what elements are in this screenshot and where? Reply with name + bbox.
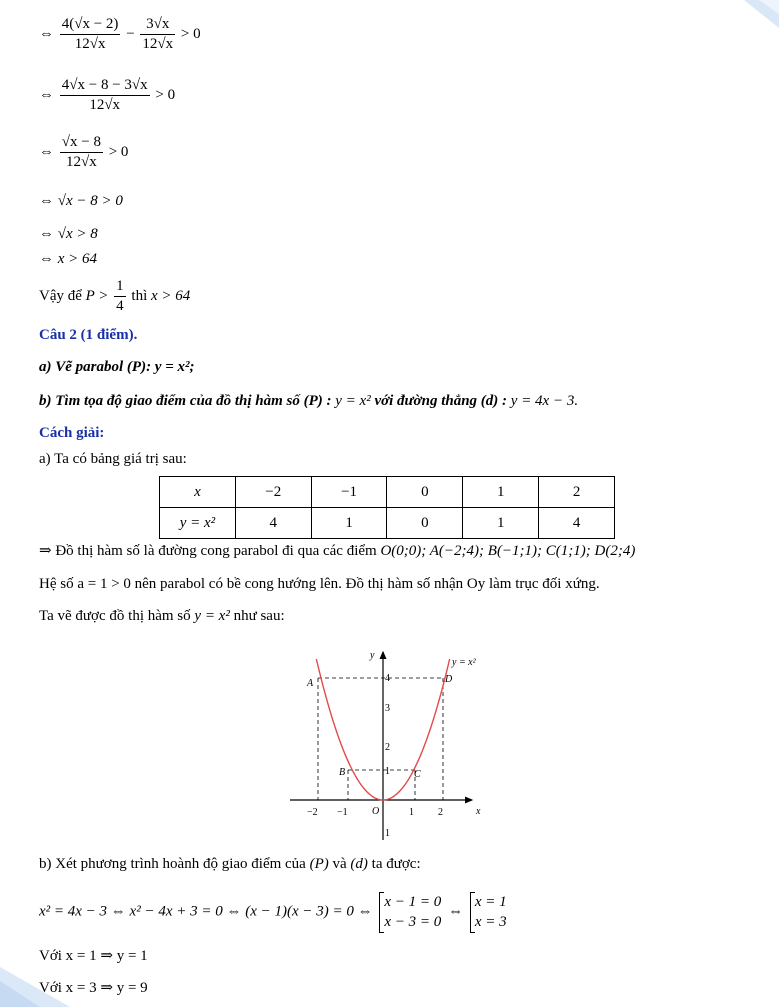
value-table <box>159 476 615 539</box>
table-cell: −1 <box>311 477 387 508</box>
table-cell: 1 <box>311 508 387 539</box>
x-tick-2: 2 <box>438 807 443 818</box>
step-2: ⇔ $\frac{4√x - 8 - 3√x}{12√x}$ > 0 <box>39 77 176 114</box>
system-bracket-2: x = 1 x = 3 <box>470 892 507 933</box>
step-5: ⇔ √x > 8 <box>39 226 98 242</box>
table-cell: 1 <box>463 508 539 539</box>
y-tick-4: 4 <box>385 673 390 684</box>
point-c-label: C <box>414 769 421 780</box>
points-line: ⇒ Đồ thị hàm số là đường cong parabol đi qua các điểm O(0;0); A(−2;4); B(−1;1); C(1;1); D(2;4) <box>39 543 636 559</box>
equation-line: x² = 4x − 3 ⇔ x² − 4x + 3 = 0 ⇔ (x − 1)(x − 3) = 0 ⇔ x − 1 = 0 x − 3 = 0 ⇔ x = 1 x = 3 <box>39 892 510 933</box>
question-part-b: b) Tìm tọa độ giao điểm của đồ thị hàm số (P) : y = x² với đường thẳng (d) : y = 4x − 3. <box>39 393 579 409</box>
conclusion-line: Vậy để P > $\frac{1}{4}$ thì x > 64 <box>39 278 191 315</box>
origin-label: O <box>372 806 380 817</box>
point-labels <box>306 650 481 817</box>
case-x3: Với x = 3 ⇒ y = 9 <box>39 980 148 996</box>
point-d-label: D <box>445 674 453 685</box>
corner-decoration-top <box>719 0 779 30</box>
table-row <box>160 508 615 539</box>
step-1: ⇔ $\frac{4(√x - 2)}{12√x}$ − $\frac{3√x}{12√x}$ > 0 <box>39 16 201 53</box>
table-cell: 4 <box>235 508 311 539</box>
fraction-one-quarter: $\frac{1}{4}$ <box>116 278 124 315</box>
function-label: y = x² <box>452 657 476 668</box>
table-cell: 4 <box>539 508 615 539</box>
system-bracket-1: x − 1 = 0 x − 3 = 0 <box>379 892 441 933</box>
guide-lines <box>318 678 443 800</box>
case-x1: Với x = 1 ⇒ y = 1 <box>39 948 148 964</box>
step-3: ⇔ $\frac{√x - 8}{12√x}$ > 0 <box>39 134 129 171</box>
solution-b-intro: b) Xét phương trình hoành độ giao điểm của (P) và (d) ta được: <box>39 856 421 872</box>
y-tick-labels <box>385 673 390 839</box>
fraction-3: $\frac{√x - 8}{12√x}$ <box>61 134 101 171</box>
parabola-graph <box>280 640 510 845</box>
fraction-2: $\frac{4√x - 8 - 3√x}{12√x}$ <box>61 77 148 114</box>
graph-intro-line: Ta vẽ được đồ thị hàm số y = x² như sau: <box>39 608 285 624</box>
table-cell: 1 <box>463 477 539 508</box>
step-6: ⇔ x > 64 <box>39 251 98 267</box>
y-tick-1: 1 <box>385 766 390 777</box>
fraction-1b: $\frac{3√x}{12√x}$ <box>142 16 174 53</box>
fraction-1a: $\frac{4(√x - 2)}{12√x}$ <box>61 16 119 53</box>
x-tick-neg-2: −2 <box>307 807 318 818</box>
solution-a-intro: a) Ta có bảng giá trị sau: <box>39 451 187 467</box>
x-axis-label: x <box>476 806 481 817</box>
table-cell: 0 <box>387 477 463 508</box>
y-axis-label: y <box>370 650 375 661</box>
x-tick-neg-1: −1 <box>337 807 348 818</box>
point-b-label: B <box>339 767 346 778</box>
table-cell: y = x² <box>160 508 236 539</box>
step-4: ⇔ √x − 8 > 0 <box>39 193 123 209</box>
question-title: Câu 2 (1 điểm). <box>39 327 138 343</box>
y-tick-3: 3 <box>385 703 390 714</box>
table-row <box>160 477 615 508</box>
x-tick-1: 1 <box>409 807 414 818</box>
table-cell: 2 <box>539 477 615 508</box>
y-tick-2: 2 <box>385 742 390 753</box>
table-cell: 0 <box>387 508 463 539</box>
question-part-a: a) Vẽ parabol (P): y = x²; <box>39 359 195 375</box>
table-cell: −2 <box>235 477 311 508</box>
y-tick-neg-1: 1 <box>385 828 390 839</box>
point-a-label: A <box>307 678 314 689</box>
table-cell: x <box>160 477 236 508</box>
solution-title: Cách giải: <box>39 425 105 441</box>
coefficient-line: Hệ số a = 1 > 0 nên parabol có bề cong hướng lên. Đồ thị hàm số nhận Oy làm trục đối xứng. <box>39 576 600 592</box>
